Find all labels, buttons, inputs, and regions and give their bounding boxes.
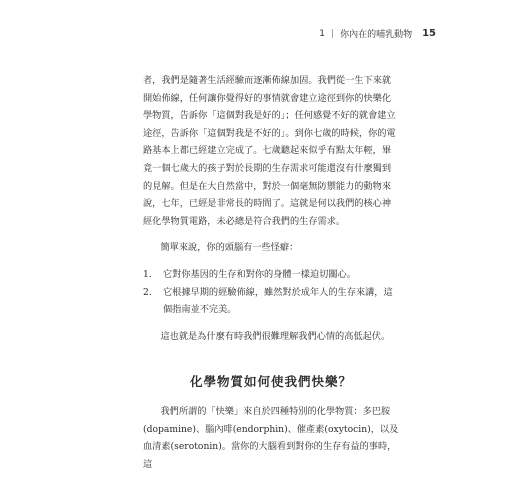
running-header — [319, 27, 436, 40]
header-separator: | — [331, 28, 335, 39]
page-number: 15 — [422, 28, 436, 39]
list-item — [143, 284, 399, 319]
chapter-title: 你內在的哺乳動物 — [340, 30, 413, 40]
list-item-number: 1. — [143, 268, 152, 280]
paragraph-1: 者，我們是隨著生活經驗而逐漸佈線加固。我們從一生下來就開始佈線，任何讓你覺得好的事情就會建立途徑到你的快樂化學物質，告訴你「這個對我是好的」；任何感覺不好的就會建立途徑，告訴你「這個對我是不好的」。到你七歲的時候，你的電路基本上都已經建立完成了。七歲聽起來似乎有點太年輕，畢竟一個七歲大的孩子對於長期的生存需求可能還沒有什麼獨到的見解。但是在大自然當中，對於一個毫無防禦能力的動物來說，七年，已經是非常長的時間了。這就是何以我們的核心神經化學物質電路，未必總是符合我們的生存需求。 — [143, 75, 396, 227]
quirks-list — [143, 266, 399, 319]
section-heading: 化學物質如何使我們快樂？ — [189, 374, 352, 390]
list-item — [143, 266, 399, 284]
paragraph-3: 這也就是為什麼有時我們很難理解我們心情的高低起伏。 — [160, 330, 391, 342]
list-item-text: 它對你基因的生存和對你的身體一樣迫切關心。 — [163, 268, 356, 280]
body-text — [143, 72, 399, 473]
paragraph-2: 簡單來說，你的頭腦有一些怪癖： — [160, 242, 299, 254]
list-item-number: 2. — [143, 286, 152, 298]
list-item-text: 它根據早期的經驗佈線，雖然對於成年人的生存來講，這個指南並不完美。 — [163, 286, 393, 316]
paragraph-4: 我們所謂的「快樂」來自於四種特別的化學物質：多巴胺(dopamine)、腦內啡(endorphin)、催產素(oxytocin)，以及血清素(serotonin)。當你的大腦看到對你的生存有益的事時，這 — [143, 405, 399, 470]
chapter-number: 1 — [319, 28, 326, 39]
